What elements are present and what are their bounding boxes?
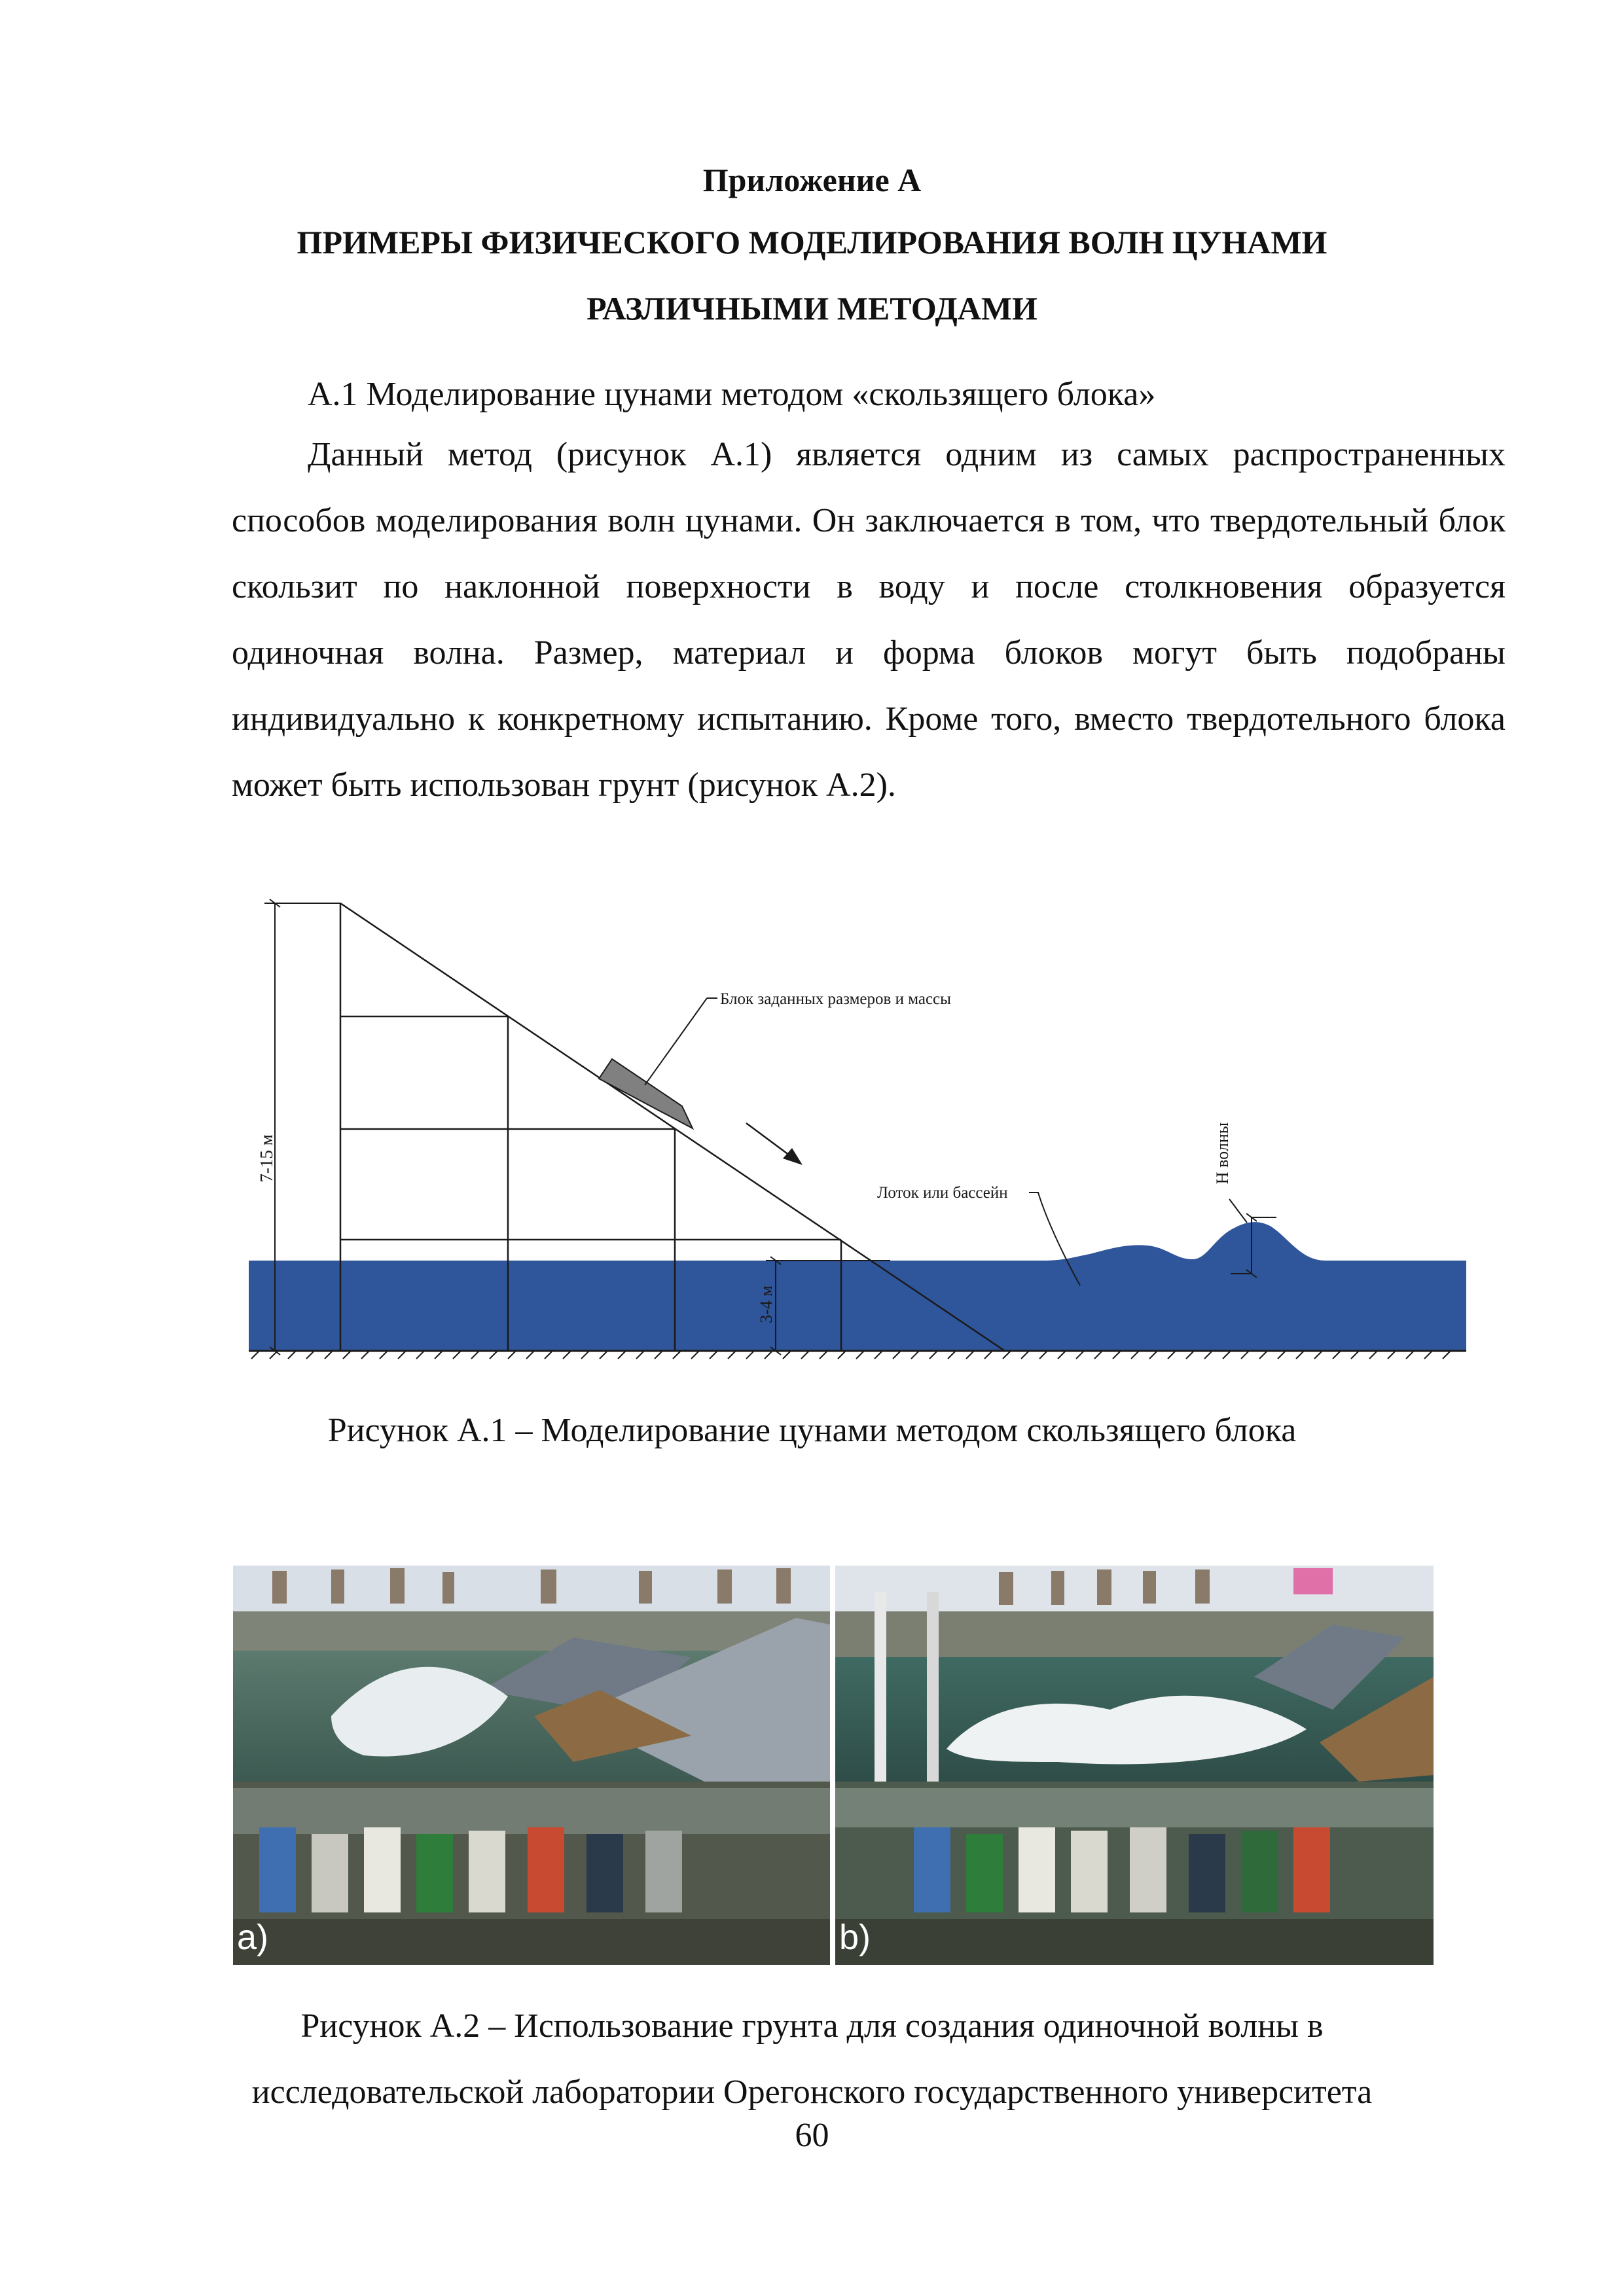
sliding-block-diagram xyxy=(236,895,1479,1367)
motion-arrow xyxy=(746,1123,792,1157)
appendix-label: Приложение А xyxy=(702,162,922,198)
figure-2-caption-line-1: Рисунок А.2 – Использование грунта для создания одиночной волны в xyxy=(300,2007,1324,2045)
photo-a-label: a) xyxy=(237,1918,269,1957)
figure-1-caption: Рисунок А.1 – Моделирование цунами методом скользящего блока xyxy=(327,1412,1297,1449)
block-label: Блок заданных размеров и массы xyxy=(720,990,951,1008)
appendix-title-line-1: ПРИМЕРЫ ФИЗИЧЕСКОГО МОДЕЛИРОВАНИЯ ВОЛН ЦУНАМИ xyxy=(297,224,1327,260)
page-number: 60 xyxy=(795,2117,829,2154)
paragraph-text: Данный метод (рисунок А.1) является одним из самых распространенных способов моделирования волн цунами. Он заключается в том, что твердотельный блок скользит по наклонной поверхности в воду и после столкновения образуется одиночная волна. Размер, материал и форма блоков могут быть подобраны индивидуально к конкретному испытанию. Кроме того, вместо твердотельного блока может быть использован грунт (рисунок А.2). xyxy=(232,436,1506,804)
photo-b-label: b) xyxy=(839,1918,871,1957)
wave-height-label: H волны xyxy=(1213,1122,1232,1185)
depth-label: 3-4 м xyxy=(757,1285,776,1323)
body-paragraph xyxy=(232,422,1506,818)
sliding-block xyxy=(599,1059,693,1128)
flume-label: Лоток или бассейн xyxy=(877,1184,1008,1202)
motion-arrowhead xyxy=(783,1148,803,1165)
reflected-panels-a xyxy=(259,1827,682,1912)
landslide-photos xyxy=(233,1566,1434,1965)
photo-panel-b xyxy=(835,1566,1434,1965)
total-height-label: 7-15 м xyxy=(257,1134,276,1183)
photo-panel-a xyxy=(233,1566,830,1965)
block-leader-line xyxy=(645,998,707,1085)
appendix-title-line-2: РАЗЛИЧНЫМИ МЕТОДАМИ xyxy=(586,290,1038,327)
figure-2-caption-line-2: исследовательской лаборатории Орегонского государственного университета xyxy=(251,2073,1373,2111)
wave-height-leader xyxy=(1229,1199,1247,1223)
section-heading: А.1 Моделирование цунами методом «скользящего блока» xyxy=(308,376,1156,413)
water-body xyxy=(249,1222,1466,1351)
ground-hatching xyxy=(251,1351,1451,1359)
